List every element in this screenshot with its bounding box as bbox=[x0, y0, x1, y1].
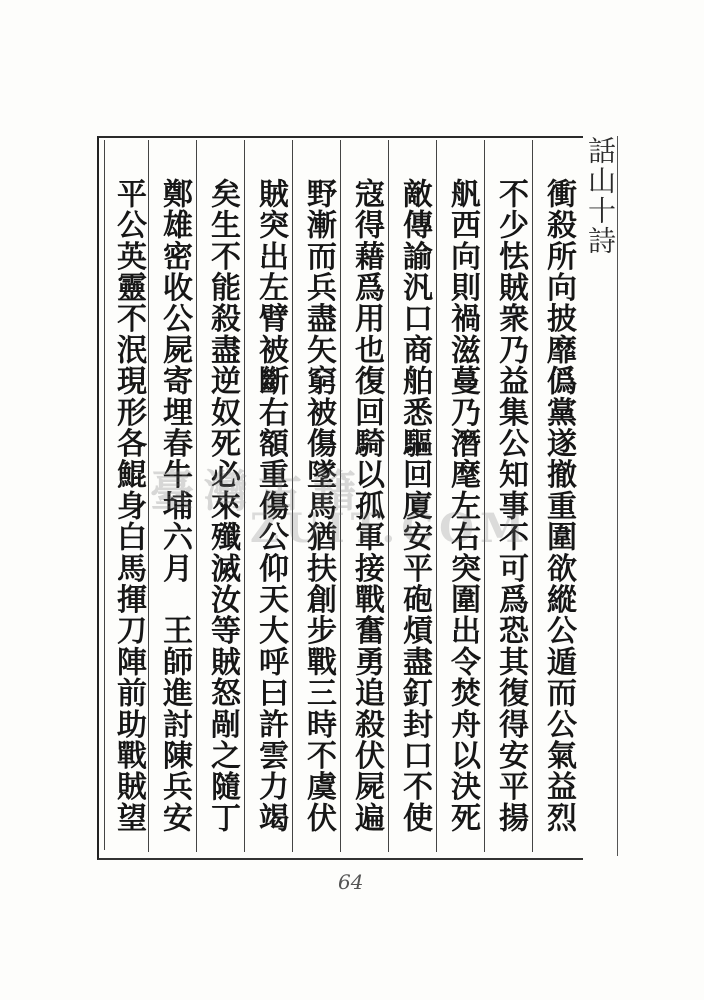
text-column-5: 寇得藉爲用也復回騎以孤軍接戰奮勇追殺伏屍遍 bbox=[349, 178, 384, 834]
text-column-9: 鄭雄密收公屍寄埋春牛埔六月 王師進討陳兵安 bbox=[157, 178, 192, 834]
text-column-6: 野漸而兵盡矢窮被傷墜馬猶扶創步戰三時不虞伏 bbox=[301, 178, 336, 834]
watermark-url: ZUIT.COM bbox=[250, 505, 531, 552]
margin-title: 話山十詩 bbox=[584, 136, 617, 256]
text-column-8: 矣生不能殺盡逆奴死必來殲滅汝等賊怒剮之隨丁 bbox=[205, 178, 240, 834]
margin-rule bbox=[617, 136, 618, 856]
text-column-1: 衝殺所向披靡僞黨遂撤重圍欲縱公遁而公氣益烈 bbox=[541, 178, 576, 834]
handwritten-page-number: 64 bbox=[338, 870, 364, 894]
text-column-7: 賊突出左臂被斷右額重傷公仰天大呼曰許雲力竭 bbox=[253, 178, 288, 834]
text-column-4: 敵傳諭汎口商舶悉驅回廈安平砲熕盡釘封口不使 bbox=[397, 178, 432, 834]
text-column-2: 不少怯賊衆乃益集公知事不可爲恐其復得安平揚 bbox=[493, 178, 528, 834]
watermark: 臺灣古籍 bbox=[150, 466, 366, 517]
text-column-10: 平公英靈不泯現形各鯤身白馬揮刀陣前助戰賊望 bbox=[111, 178, 146, 834]
text-column-3: 舤西向則禍滋蔓乃潛麾左右突圍出令焚舟以決死 bbox=[445, 178, 480, 834]
